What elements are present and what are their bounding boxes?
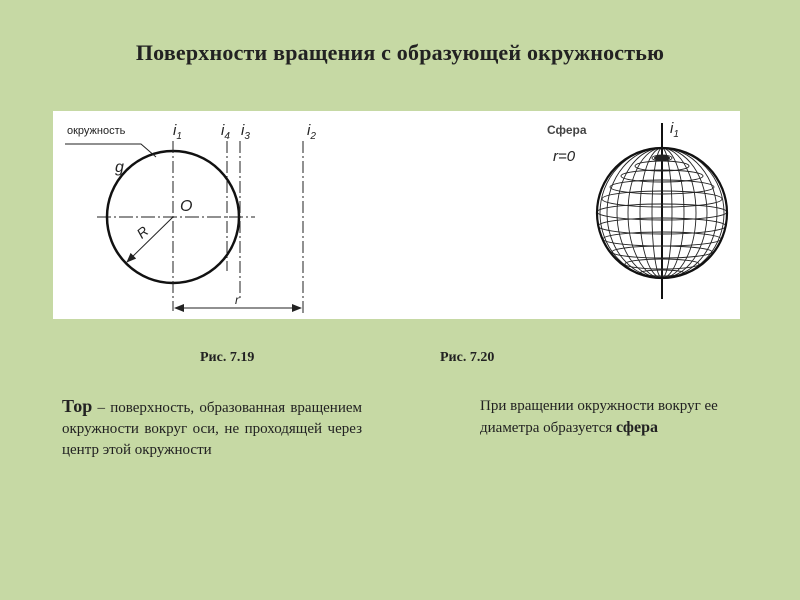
torus-definition-text: – поверхность, образованная вращением окружности вокруг оси, не проходящей через центр этой окружности [62,400,362,458]
caption-fig-719: Рис. 7.19 [200,350,255,365]
label-axis-i3-subscript: 3 [244,131,250,142]
slide-title: Поверхности вращения с образующей окружностью [135,40,665,65]
label-sphere: Сфера [547,123,587,137]
caption-fig-720: Рис. 7.20 [440,350,495,365]
label-axis-i3 [241,122,250,142]
label-axis-i1-subscript: 1 [176,131,182,142]
label-axis-i2-subscript: 2 [310,131,316,142]
label-axis-i3-letter: i [241,122,245,139]
sphere-definition-text: При вращении окружности вокруг ее диаметра образуется [480,398,718,436]
label-r0: r=0 [553,148,576,165]
label-center-o: O [180,198,193,215]
label-sphere-axis-i1-subscript: 1 [673,129,679,140]
figure-panel [53,111,740,319]
sphere-pole [654,155,670,161]
fig719-drawing [65,141,303,316]
torus-term: Тор [62,396,93,416]
label-radius: R [133,222,152,242]
sphere-term: сфера [616,419,658,436]
circle-leader-line [65,144,156,157]
label-axis-i2 [307,122,316,142]
label-axis-i1-letter: i [173,122,177,139]
sphere-definition [480,396,780,439]
label-sphere-axis-i1 [670,120,679,140]
fig720-drawing [597,123,727,299]
label-g: g [115,159,124,176]
radius-line [127,217,173,262]
label-axis-i4-letter: i [221,122,225,139]
label-sphere-axis-i1-letter: i [670,120,674,137]
torus-definition [62,396,362,461]
label-axis-i4-subscript: 4 [224,131,230,142]
label-axis-i4 [221,122,230,142]
label-circle: окружность [67,125,126,137]
label-dimension-r: r [235,293,239,307]
figure-svg [53,111,740,319]
label-axis-i1 [173,122,182,142]
label-axis-i2-letter: i [307,122,311,139]
